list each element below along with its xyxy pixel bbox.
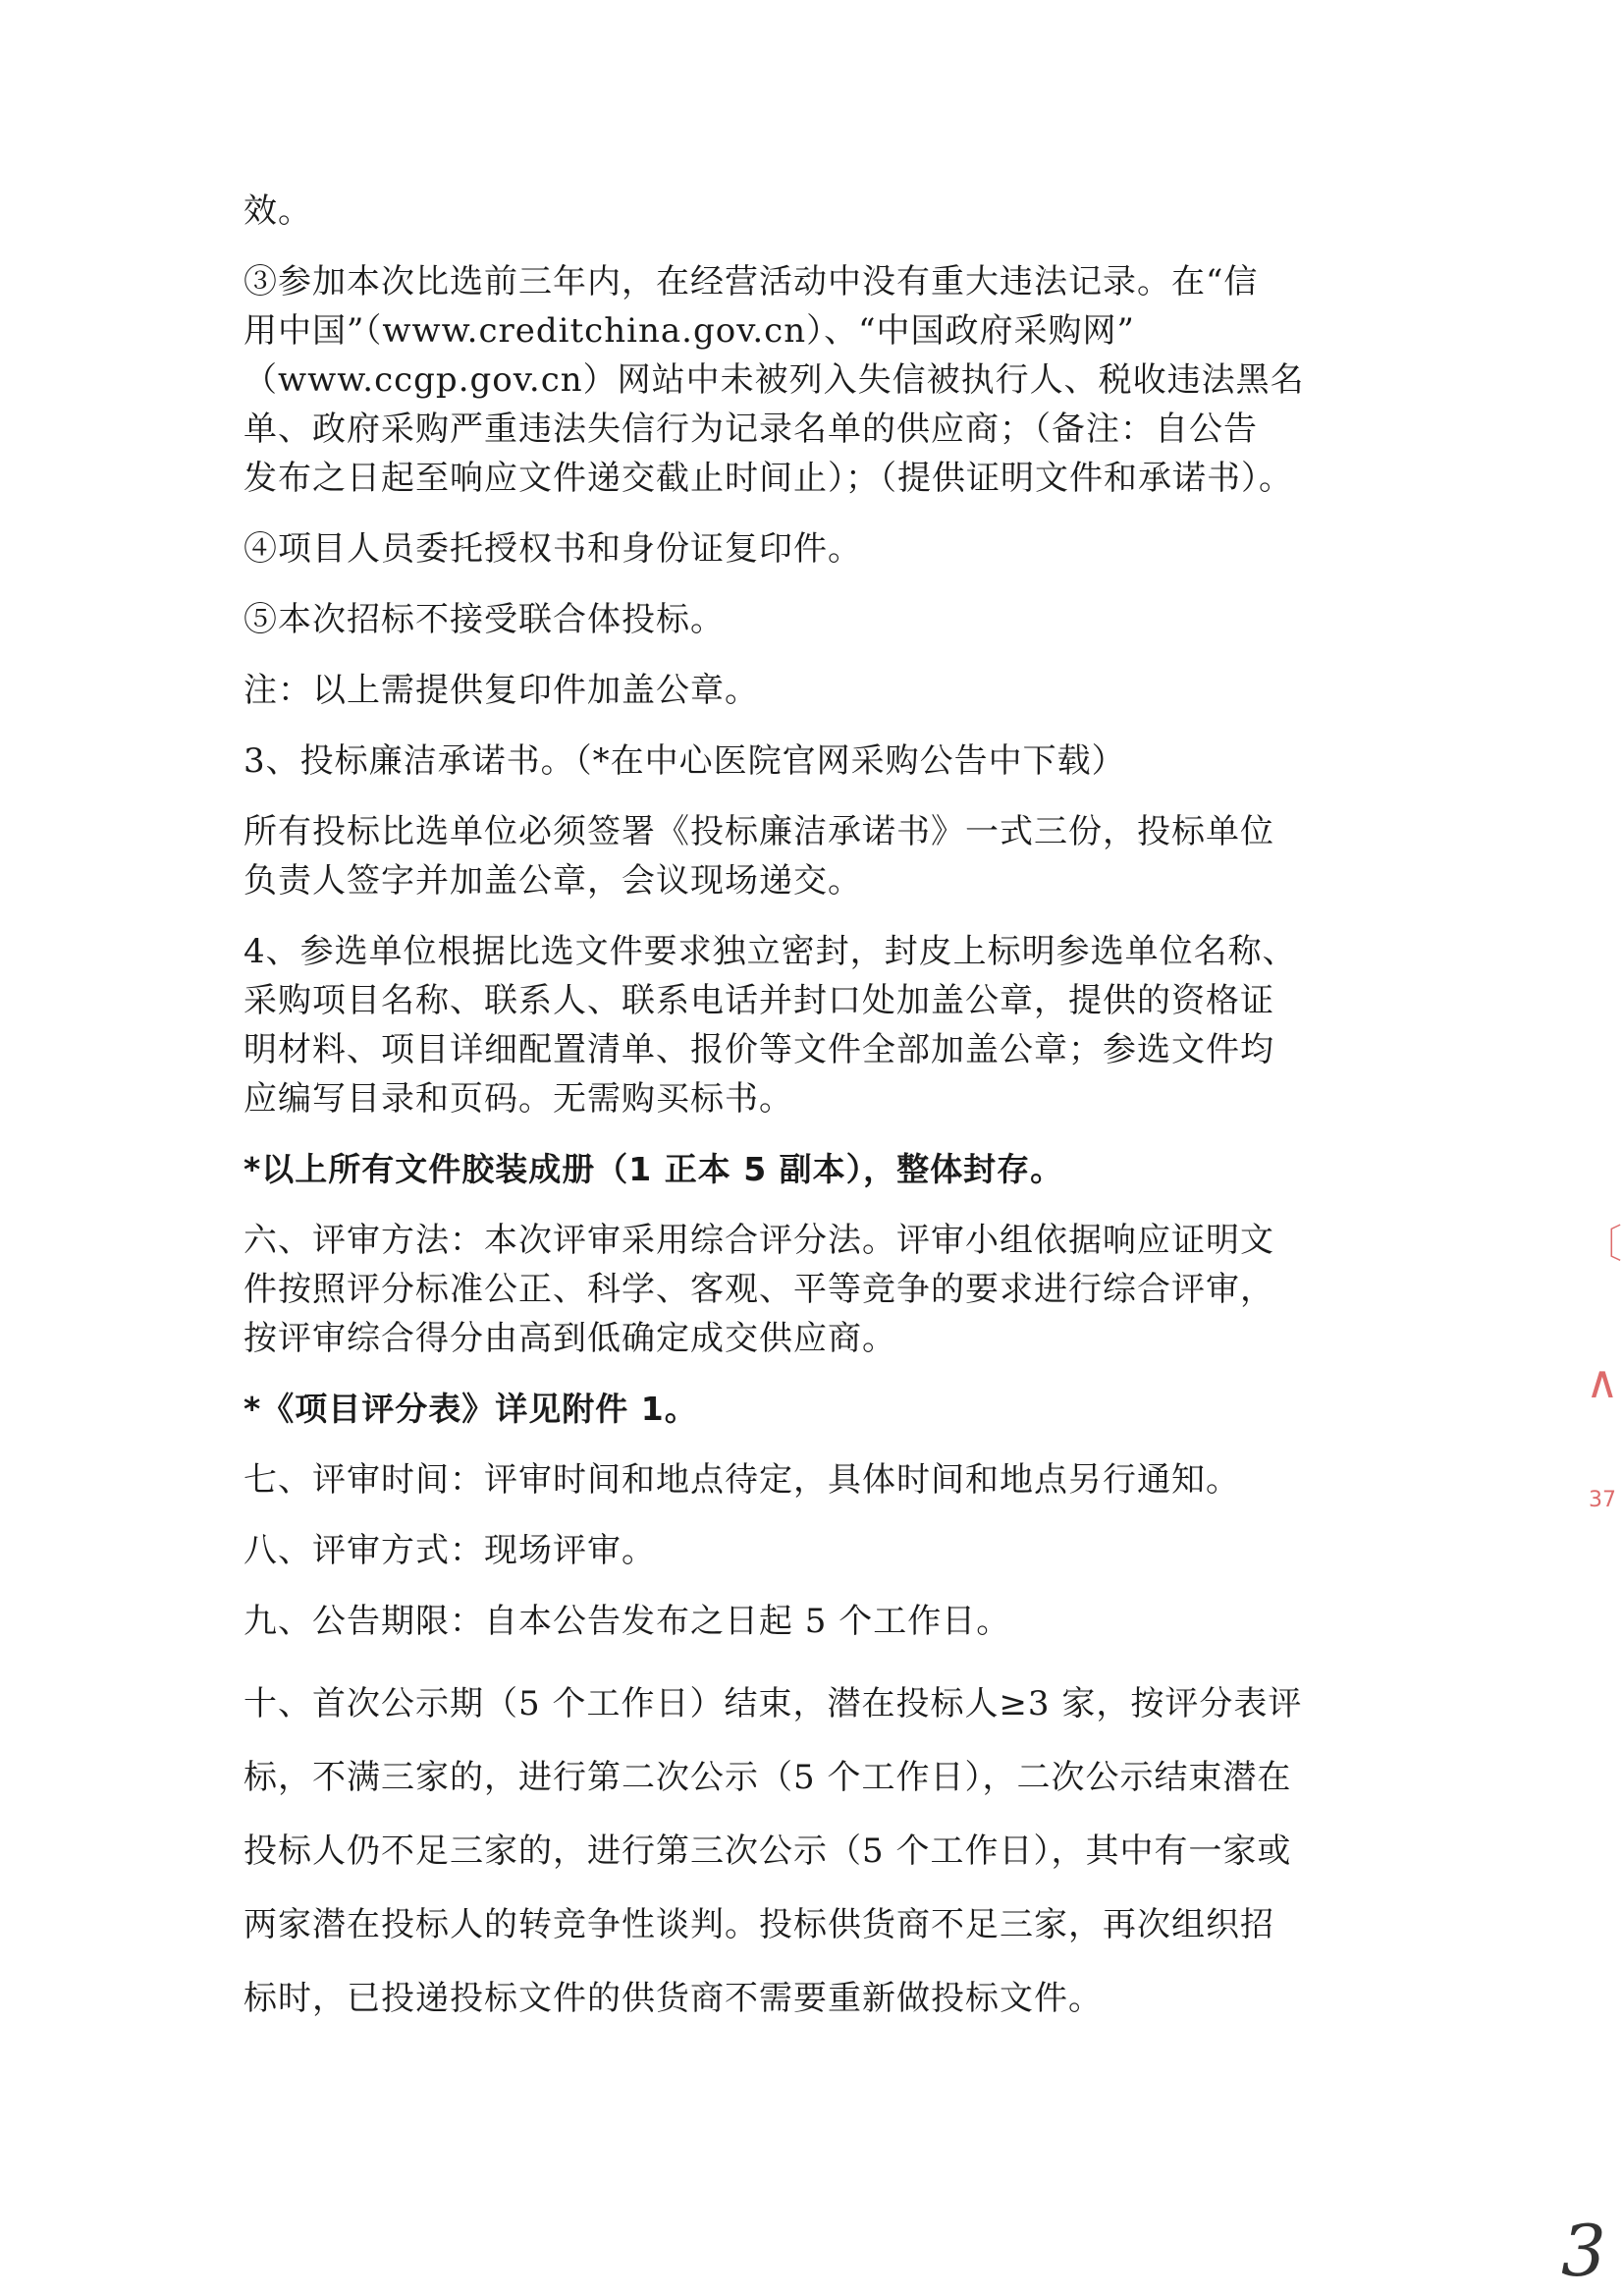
text-line: 投标人仍不足三家的，进行第三次公示（5 个工作日），其中有一家或 <box>243 1831 1292 1871</box>
text-line: 所有投标比选单位必须签署《投标廉洁承诺书》一式三份，投标单位 <box>243 812 1274 851</box>
text-line: *《项目评分表》详见附件 1。 <box>243 1390 698 1428</box>
paragraph-scoring-table-note <box>243 1385 1392 1434</box>
text-line: 六、评审方法：本次评审采用综合评分法。评审小组依据响应证明文 <box>243 1221 1274 1260</box>
paragraph-item-4-authorization <box>243 524 1392 574</box>
seal-fragment: ∧ <box>1586 1355 1619 1408</box>
handwritten-page-number: 3 <box>1561 2210 1606 2292</box>
seal-fragment: 〔 <box>1583 1222 1622 1267</box>
paragraph-section-10-publicity <box>243 1667 1392 2036</box>
text-line: 标时，已投递投标文件的供货商不需要重新做投标文件。 <box>243 1979 1103 2018</box>
text-line: 注：以上需提供复印件加盖公章。 <box>243 671 759 710</box>
paragraph-section-6-evaluation-method <box>243 1216 1392 1363</box>
text-line: 按评审综合得分由高到低确定成交供应商。 <box>243 1319 896 1358</box>
paragraph-section-4-sealing <box>243 927 1392 1123</box>
paragraph-section-9-notice-period <box>243 1597 1392 1646</box>
text-line: 明材料、项目详细配置清单、报价等文件全部加盖公章；参选文件均 <box>243 1030 1274 1069</box>
text-line: ⑤本次招标不接受联合体投标。 <box>243 600 725 639</box>
text-line: 3、投标廉洁承诺书。（*在中心医院官网采购公告中下载） <box>243 741 1126 781</box>
text-line: 八、评审方式：现场评审。 <box>243 1531 656 1570</box>
paragraph-section-8-evaluation-mode <box>243 1526 1392 1575</box>
text-line: ③参加本次比选前三年内，在经营活动中没有重大违法记录。在“信 <box>243 262 1259 301</box>
text-line: （www.ccgp.gov.cn）网站中未被列入失信被执行人、税收违法黑名 <box>243 360 1305 400</box>
text-line: 件按照评分标准公正、科学、客观、平等竞争的要求进行综合评审， <box>243 1270 1274 1309</box>
text-line: 两家潜在投标人的转竞争性谈判。投标供货商不足三家，再次组织招 <box>243 1905 1274 1944</box>
text-line: 负责人签字并加盖公章，会议现场递交。 <box>243 861 862 901</box>
paragraph-integrity-commitment <box>243 807 1392 905</box>
paragraph-section-3-integrity <box>243 737 1392 786</box>
text-line: 十、首次公示期（5 个工作日）结束，潜在投标人≥3 家，按评分表评 <box>243 1684 1303 1723</box>
text-line: *以上所有文件胶装成册（1 正本 5 副本），整体封存。 <box>243 1150 1064 1188</box>
text-line: 用中国”（www.creditchina.gov.cn）、“中国政府采购网” <box>243 311 1135 351</box>
paragraph-section-7-evaluation-time <box>243 1455 1392 1504</box>
text-line: ④项目人员委托授权书和身份证复印件。 <box>243 529 862 569</box>
text-line: 效。 <box>243 191 312 231</box>
paragraph-continuation <box>243 187 1392 236</box>
paragraph-note-copies <box>243 666 1392 715</box>
text-line: 九、公告期限：自本公告发布之日起 5 个工作日。 <box>243 1602 1011 1641</box>
paragraph-item-5-consortium <box>243 595 1392 644</box>
seal-fragment: 37 <box>1589 1488 1616 1512</box>
document-body <box>243 187 1392 2057</box>
text-line: 采购项目名称、联系人、联系电话并封口处加盖公章，提供的资格证 <box>243 981 1274 1020</box>
text-line: 七、评审时间：评审时间和地点待定，具体时间和地点另行通知。 <box>243 1460 1240 1500</box>
text-line: 4、参选单位根据比选文件要求独立密封，封皮上标明参选单位名称、 <box>243 932 1297 971</box>
text-line: 单、政府采购严重违法失信行为记录名单的供应商；（备注：自公告 <box>243 410 1258 449</box>
paragraph-item-3-credit-record <box>243 257 1392 503</box>
paragraph-binding-note <box>243 1145 1392 1194</box>
text-line: 标，不满三家的，进行第二次公示（5 个工作日），二次公示结束潜在 <box>243 1758 1292 1797</box>
text-line: 应编写目录和页码。无需购买标书。 <box>243 1079 793 1119</box>
text-line: 发布之日起至响应文件递交截止时间止）；（提供证明文件和承诺书）。 <box>243 459 1293 498</box>
